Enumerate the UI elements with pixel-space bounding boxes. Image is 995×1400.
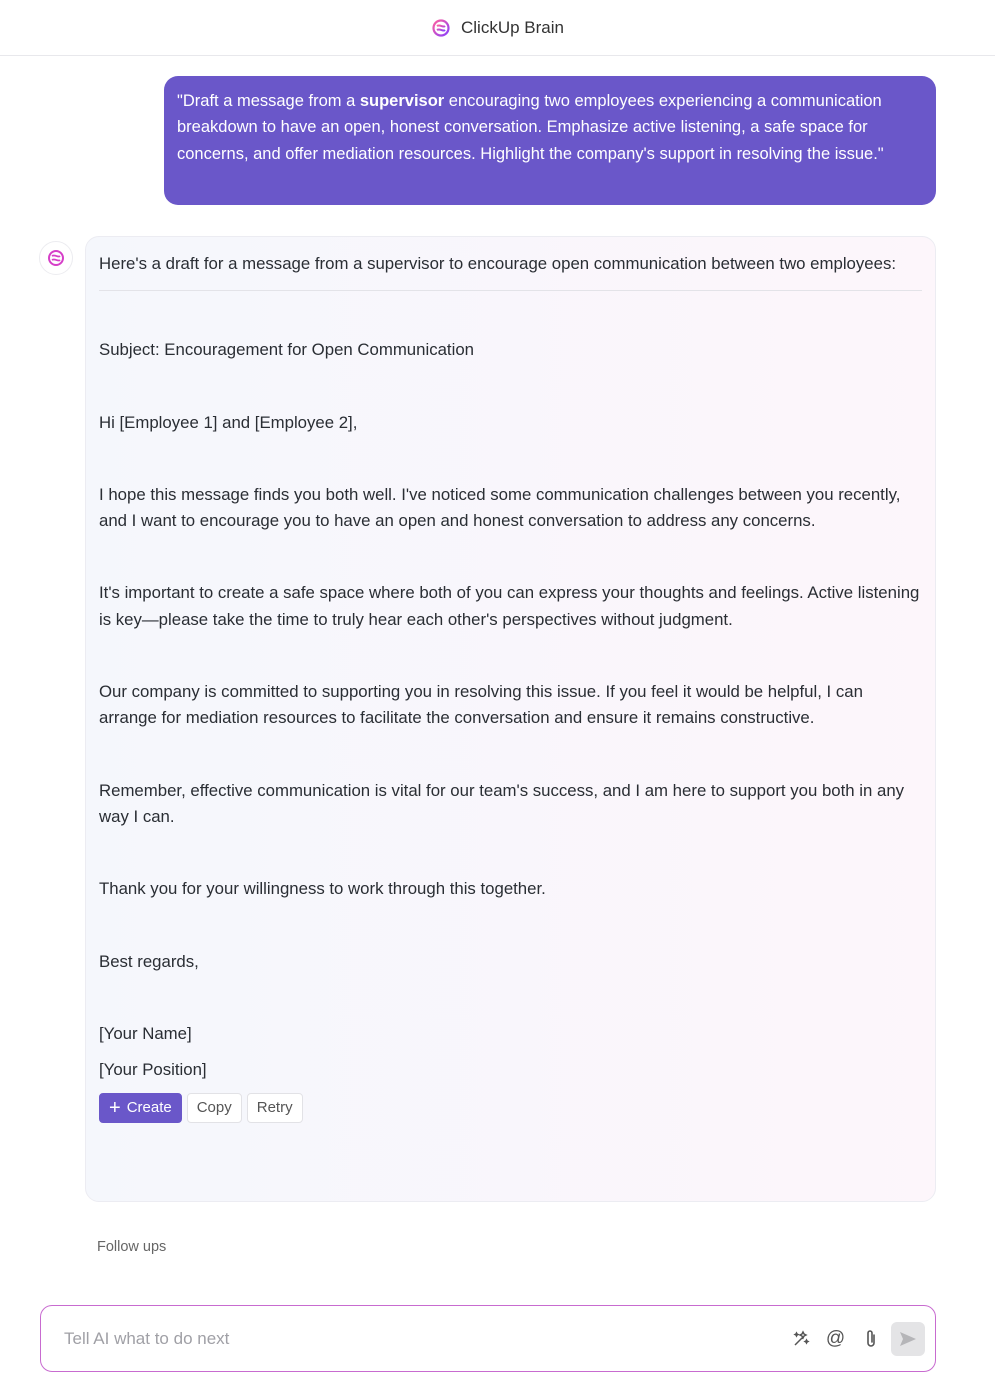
ai-avatar bbox=[39, 241, 73, 275]
copy-button[interactable]: Copy bbox=[187, 1093, 242, 1123]
retry-button[interactable]: Retry bbox=[247, 1093, 303, 1123]
divider bbox=[99, 290, 922, 291]
follow-ups-label: Follow ups bbox=[97, 1239, 167, 1255]
magic-wand-icon[interactable] bbox=[783, 1330, 818, 1348]
message-greeting: Hi [Employee 1] and [Employee 2], bbox=[99, 412, 358, 432]
user-prompt-bubble bbox=[164, 76, 936, 205]
message-subject: Subject: Encouragement for Open Communication bbox=[99, 340, 474, 360]
prompt-text: "Draft a message from a bbox=[177, 92, 360, 110]
header bbox=[0, 0, 995, 56]
send-button[interactable] bbox=[891, 1322, 925, 1356]
prompt-bold: supervisor bbox=[359, 92, 445, 110]
message-paragraph: It's important to create a safe space where both of you can express your thoughts and feelings. Active listening is key—please take the time to truly hear each other's perspectives without judgment. bbox=[99, 583, 920, 629]
send-icon bbox=[899, 1331, 917, 1347]
message-position: [Your Position] bbox=[99, 1060, 207, 1080]
response-intro: Here's a draft for a message from a supervisor to encourage open communication between two employees: bbox=[99, 254, 896, 273]
message-paragraph: I hope this message finds you both well. I've noticed some communication challenges between you recently, and I want to encourage you to have an open and honest conversation to address any concerns. bbox=[99, 484, 901, 531]
message-paragraph: Remember, effective communication is vital for our team's success, and I am here to support you both in any way I can. bbox=[99, 780, 905, 826]
plus-icon: + bbox=[109, 1097, 121, 1120]
message-thanks: Thank you for your willingness to work through this together. bbox=[99, 879, 546, 899]
composer bbox=[40, 1305, 936, 1372]
clickup-brain-icon bbox=[46, 248, 66, 268]
page-title: ClickUp Brain bbox=[461, 17, 564, 37]
paperclip-icon[interactable] bbox=[853, 1329, 888, 1349]
ai-prompt-input[interactable] bbox=[64, 1329, 783, 1349]
message-closing: Best regards, bbox=[99, 951, 199, 971]
message-paragraph: Our company is committed to supporting you in resolving this issue. If you feel it would be helpful, I can arrange for mediation resources to facilitate the conversation and ensure it remains constructive. bbox=[99, 682, 863, 728]
message-name: [Your Name] bbox=[99, 1023, 192, 1043]
mention-icon[interactable]: @ bbox=[825, 1327, 846, 1349]
clickup-brain-logo-icon bbox=[431, 18, 451, 38]
response-actions bbox=[99, 1093, 922, 1123]
prompt-text: encouraging two employees experiencing a communication breakdown to have an open, honest conversation. Emphasize active listening, a safe space for concerns, and offer mediation resources. Highlight the company's support in resolving the issue." bbox=[177, 92, 884, 163]
create-button[interactable] bbox=[99, 1093, 182, 1123]
ai-response-card bbox=[85, 236, 936, 1202]
create-label: Create bbox=[126, 1099, 172, 1117]
